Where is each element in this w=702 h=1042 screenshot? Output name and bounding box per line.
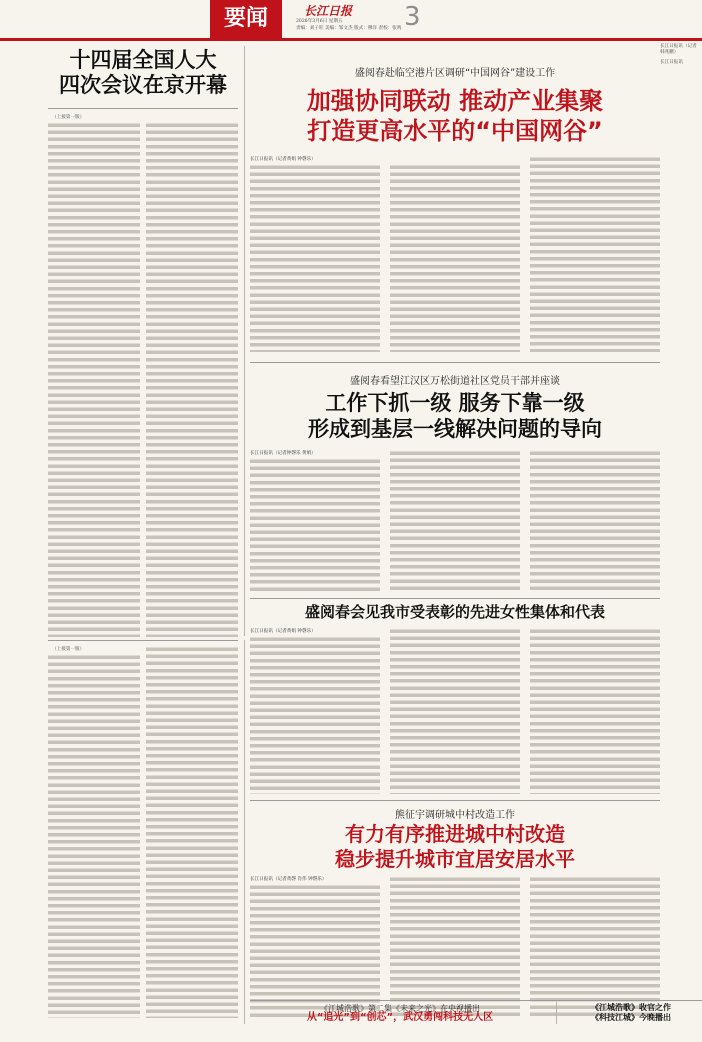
article-continued-body-col2 [146, 646, 238, 1018]
headline-line: 十四届全国人大 [69, 48, 217, 72]
article-webvalley-body-col3 [530, 156, 660, 352]
article-grassroots-body-col1 [250, 458, 380, 592]
article-webvalley-byline: 长江日报讯（记者黄娟 钟磬乐） [250, 157, 316, 162]
article-grassroots-kicker: 盛阅春看望江汉区万松街道社区党员干部并座谈 [350, 376, 560, 387]
headline-line: 《科技江城》今晚播出 [591, 1013, 671, 1022]
page-number: 3 [404, 2, 421, 32]
headline-line: 四次会议在京开幕 [59, 73, 227, 97]
article-npc-byline: （上接第一版） [52, 115, 85, 120]
article-npc-body-col2 [146, 122, 238, 637]
article-npc-headline [48, 48, 238, 98]
article-village-body-col3 [530, 876, 660, 1018]
article-women-body-col1 [250, 636, 380, 794]
article-song-byline: 长江日报讯（记者韩兆鹏） [660, 44, 697, 55]
masthead [0, 0, 702, 38]
masthead-rule [0, 38, 702, 41]
section-label [210, 0, 282, 38]
article-grassroots-headline [250, 390, 660, 442]
article-village-byline: 长江日报讯（记者黄磬 肖伟 钟磬乐） [250, 877, 327, 882]
article-china-webvalley [250, 44, 660, 354]
paper-name: 长江日报 [304, 4, 353, 18]
article-webvalley-body-col2 [390, 164, 520, 352]
article-village-headline [250, 822, 660, 872]
section-name: 要闻 [223, 6, 268, 31]
article-npc-body-col1 [48, 122, 140, 637]
article-tech-headline [560, 1003, 702, 1023]
article-npc-continued [48, 640, 238, 1024]
article-women-headline: 盛阅春会见我市受表彰的先进女性集体和代表 [304, 603, 605, 621]
article-village-kicker: 熊征宇调研城中村改造工作 [395, 810, 515, 821]
article-continued-body-col1 [48, 654, 140, 1018]
article-song-headline: 从“追光”到“创芯”，武汉勇闯科技无人区 [306, 1012, 494, 1023]
article-women-honors [250, 600, 660, 800]
headline-line: 加强协同联动 推动产业集聚 [306, 87, 604, 115]
article-grassroots-byline: 长江日报讯（记者钟磬乐 黄娟） [250, 451, 316, 456]
article-continued-byline: （上接第一版） [52, 647, 85, 652]
article-npc-opening [48, 44, 238, 640]
headline-line: 稳步提升城市宜居安居水平 [335, 847, 575, 871]
article-women-byline: 长江日报讯（记者黄娟 钟磬乐） [250, 629, 316, 634]
date-line: 2026年3月6日 星期五 [296, 19, 343, 24]
editor-line: 责编：刘子旺 美编：邹文杰 版式：穆洋 责校：张鸣 [296, 26, 402, 31]
article-webvalley-body-col1 [250, 164, 380, 352]
article-tech-city [560, 1002, 702, 1024]
article-village-body-col2 [390, 876, 520, 1018]
headline-line: 形成到基层一线解决问题的导向 [308, 417, 602, 441]
article-jiangcheng-song [250, 1002, 550, 1024]
article-women-body-col2 [390, 628, 520, 794]
article-grassroots-body-col2 [390, 450, 520, 592]
article-women-body-col3 [530, 628, 660, 794]
newspaper-logo [304, 2, 374, 16]
headline-line: 工作下抓一级 服务下靠一级 [325, 391, 585, 415]
headline-line: 《江城浩歌》收官之作 [591, 1003, 671, 1012]
headline-line: 打造更高水平的“中国网谷” [307, 117, 603, 145]
article-webvalley-headline [250, 86, 660, 146]
article-song-kicker: 《江城浩歌》第二集《未来之光》在央视播出 [320, 1004, 480, 1013]
article-grassroots [250, 368, 660, 596]
article-grassroots-body-col3 [530, 450, 660, 592]
article-webvalley-kicker: 盛阅春赴临空港片区调研“中国网谷”建设工作 [354, 68, 556, 79]
headline-line: 有力有序推进城中村改造 [345, 822, 565, 846]
article-village-body-col1 [250, 884, 380, 1018]
article-tech-byline: 长江日报讯 [660, 60, 683, 65]
